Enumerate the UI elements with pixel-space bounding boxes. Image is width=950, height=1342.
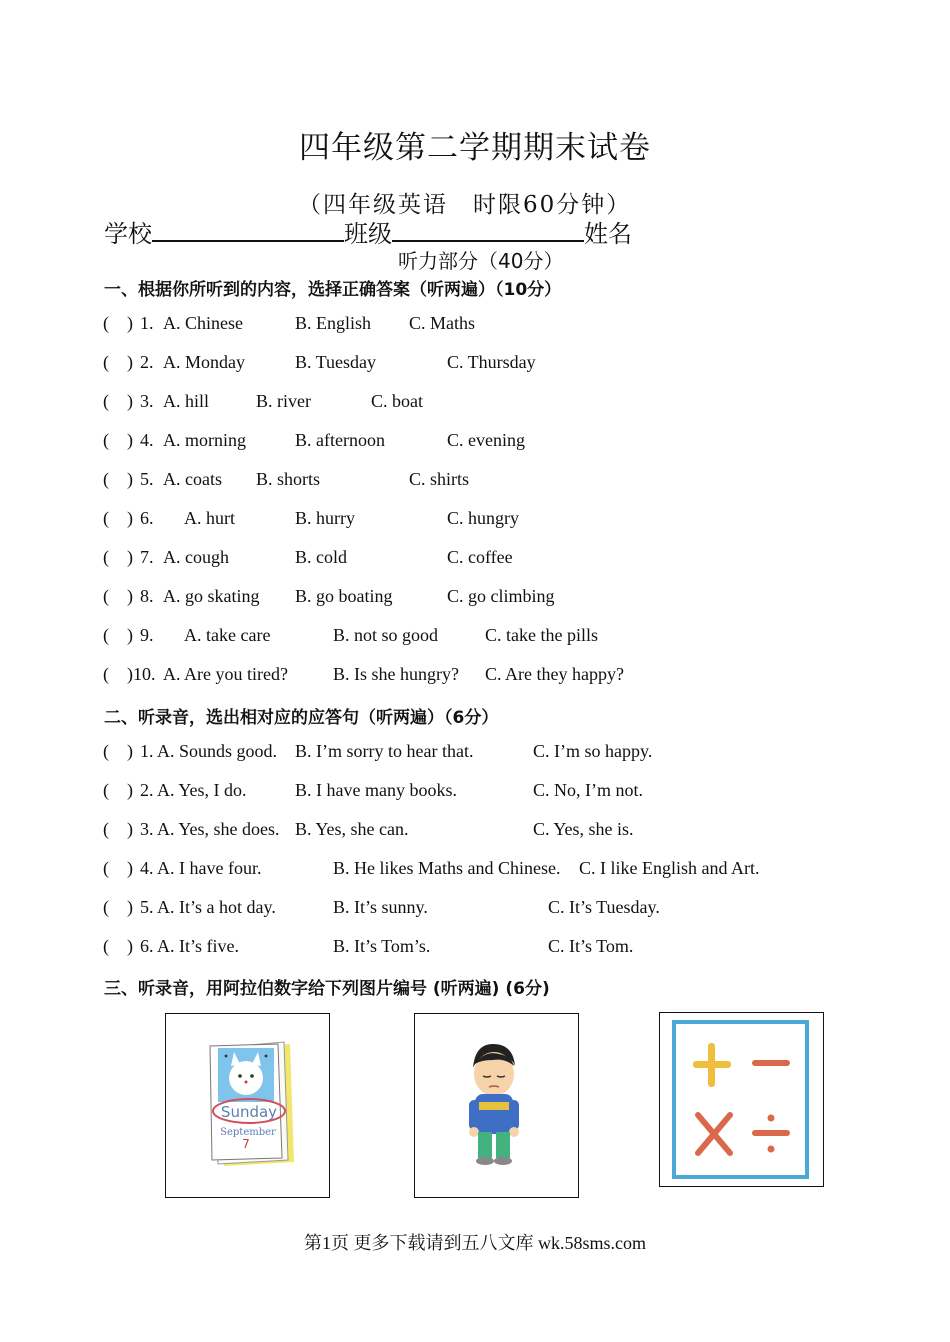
option-c: C. Yes, she is. <box>533 819 634 839</box>
listening-heading: 听力部分（40分） <box>398 249 564 273</box>
question-number: 2. <box>140 352 154 372</box>
question-number: 7. <box>140 547 154 567</box>
question-number: 5. <box>140 469 154 489</box>
calendar-day: Sunday <box>220 1103 278 1121</box>
answer-paren[interactable]: ( <box>103 313 109 333</box>
paren-close: ) <box>127 547 133 567</box>
class-blank[interactable] <box>392 216 584 242</box>
option-a: 3. A. Yes, she does. <box>140 819 280 839</box>
option-b: B. Is she hungry? <box>333 664 459 684</box>
option-b: B. river <box>256 391 311 411</box>
school-blank[interactable] <box>152 216 344 242</box>
answer-paren[interactable]: ( <box>103 508 109 528</box>
answer-paren[interactable]: ( <box>103 547 109 567</box>
option-c: C. hungry <box>447 508 519 528</box>
answer-paren[interactable]: ( <box>103 469 109 489</box>
option-a: A. go skating <box>163 586 260 606</box>
paren-close: ) <box>127 625 133 645</box>
answer-paren[interactable]: ( <box>103 391 109 411</box>
answer-paren[interactable]: ( <box>103 664 109 684</box>
answer-paren[interactable]: ( <box>103 897 109 917</box>
option-b: B. go boating <box>295 586 393 606</box>
paren-close: ) <box>127 313 133 333</box>
paren-close: ) <box>127 352 133 372</box>
minus-icon <box>752 1060 790 1066</box>
exam-title: 四年级第二学期期末试卷 <box>299 130 651 166</box>
section-1-heading: 一、根据你所听到的内容，选择正确答案（听两遍）（10分） <box>104 280 562 300</box>
calendar-picture <box>165 1013 330 1198</box>
option-c: C. boat <box>371 391 423 411</box>
paren-close: ) <box>127 430 133 450</box>
exam-subtitle: （四年级英语 时限60分钟） <box>298 192 632 218</box>
option-b: B. I have many books. <box>295 780 457 800</box>
option-a: A. morning <box>163 430 246 450</box>
option-c: C. shirts <box>409 469 470 489</box>
math-symbols-icon <box>660 1013 823 1186</box>
question-number: 8. <box>140 586 154 606</box>
option-a: A. Monday <box>163 352 245 372</box>
question-number: 1. <box>140 313 154 333</box>
option-b: B. I’m sorry to hear that. <box>295 741 474 761</box>
option-a: A. hill <box>163 391 210 411</box>
student-info-row <box>104 214 632 249</box>
calendar-month: September <box>220 1127 276 1138</box>
question-number: 3. <box>140 391 154 411</box>
option-c: C. It’s Tom. <box>548 936 634 956</box>
option-b: B. afternoon <box>295 430 385 450</box>
paren-close: ) <box>127 936 133 956</box>
option-b: B. not so good <box>333 625 439 645</box>
option-c: C. It’s Tuesday. <box>548 897 660 917</box>
paren-close: ) <box>127 819 133 839</box>
answer-paren[interactable]: ( <box>103 586 109 606</box>
question-number: 4. <box>140 430 154 450</box>
option-a: 1. A. Sounds good. <box>140 741 278 761</box>
paren-close: ) <box>127 780 133 800</box>
option-b: B. hurry <box>295 508 355 528</box>
option-b: B. It’s sunny. <box>333 897 428 917</box>
option-a: 4. A. I have four. <box>140 858 262 878</box>
option-b: B. shorts <box>256 469 321 489</box>
option-c: C. No, I’m not. <box>533 780 643 800</box>
option-a: A. hurt <box>184 508 235 528</box>
option-a: 6. A. It’s five. <box>140 936 239 956</box>
calendar-icon <box>166 1014 329 1197</box>
paren-close: ) <box>127 469 133 489</box>
section-3-heading: 三、听录音，用阿拉伯数字给下列图片编号 (听两遍) (6分) <box>104 979 550 999</box>
paren-close: )10. <box>127 664 156 684</box>
paren-close: ) <box>127 897 133 917</box>
tired-boy-picture <box>414 1013 579 1198</box>
option-b: B. It’s Tom’s. <box>333 936 431 956</box>
option-c: C. take the pills <box>485 625 598 645</box>
option-b: B. English <box>295 313 372 333</box>
option-c: C. I’m so happy. <box>533 741 653 761</box>
option-c: C. evening <box>447 430 525 450</box>
option-c: C. Maths <box>409 313 476 333</box>
option-b: B. Yes, she can. <box>295 819 409 839</box>
answer-paren[interactable]: ( <box>103 352 109 372</box>
option-c: C. go climbing <box>447 586 555 606</box>
option-c: C. coffee <box>447 547 513 567</box>
option-c: C. Thursday <box>447 352 536 372</box>
option-a: A. Chinese <box>163 313 243 333</box>
paren-close: ) <box>127 391 133 411</box>
paren-close: ) <box>127 586 133 606</box>
option-a: 2. A. Yes, I do. <box>140 780 247 800</box>
page-footer: 第1页 更多下载请到五八文库 wk.58sms.com <box>304 1233 646 1253</box>
paren-close: ) <box>127 858 133 878</box>
divide-icon <box>768 1115 775 1122</box>
answer-paren[interactable]: ( <box>103 858 109 878</box>
school-label: 学校 <box>104 220 152 248</box>
answer-paren[interactable]: ( <box>103 936 109 956</box>
paren-close: ) <box>127 741 133 761</box>
paren-close: ) <box>127 508 133 528</box>
option-b: B. Tuesday <box>295 352 377 372</box>
option-a: 5. A. It’s a hot day. <box>140 897 276 917</box>
question-number: 9. <box>140 625 154 645</box>
option-c: C. I like English and Art. <box>579 858 760 878</box>
answer-paren[interactable]: ( <box>103 741 109 761</box>
question-number: 6. <box>140 508 154 528</box>
option-b: B. He likes Maths and Chinese. <box>333 858 561 878</box>
math-symbols-picture <box>659 1012 824 1187</box>
tired-boy-icon <box>415 1014 578 1197</box>
calendar-date: 7 <box>242 1137 250 1151</box>
option-b: B. cold <box>295 547 347 567</box>
option-a: A. cough <box>163 547 229 567</box>
answer-paren[interactable]: ( <box>103 625 109 645</box>
option-c: C. Are they happy? <box>485 664 624 684</box>
answer-paren[interactable]: ( <box>103 819 109 839</box>
class-label: 班级 <box>344 220 392 248</box>
answer-paren[interactable]: ( <box>103 780 109 800</box>
section-2-heading: 二、听录音，选出相对应的应答句（听两遍）（6分） <box>104 708 499 728</box>
option-a: A. take care <box>184 625 271 645</box>
option-a: A. coats <box>163 469 222 489</box>
option-a: A. Are you tired? <box>163 664 288 684</box>
name-label: 姓名 <box>584 220 632 248</box>
answer-paren[interactable]: ( <box>103 430 109 450</box>
